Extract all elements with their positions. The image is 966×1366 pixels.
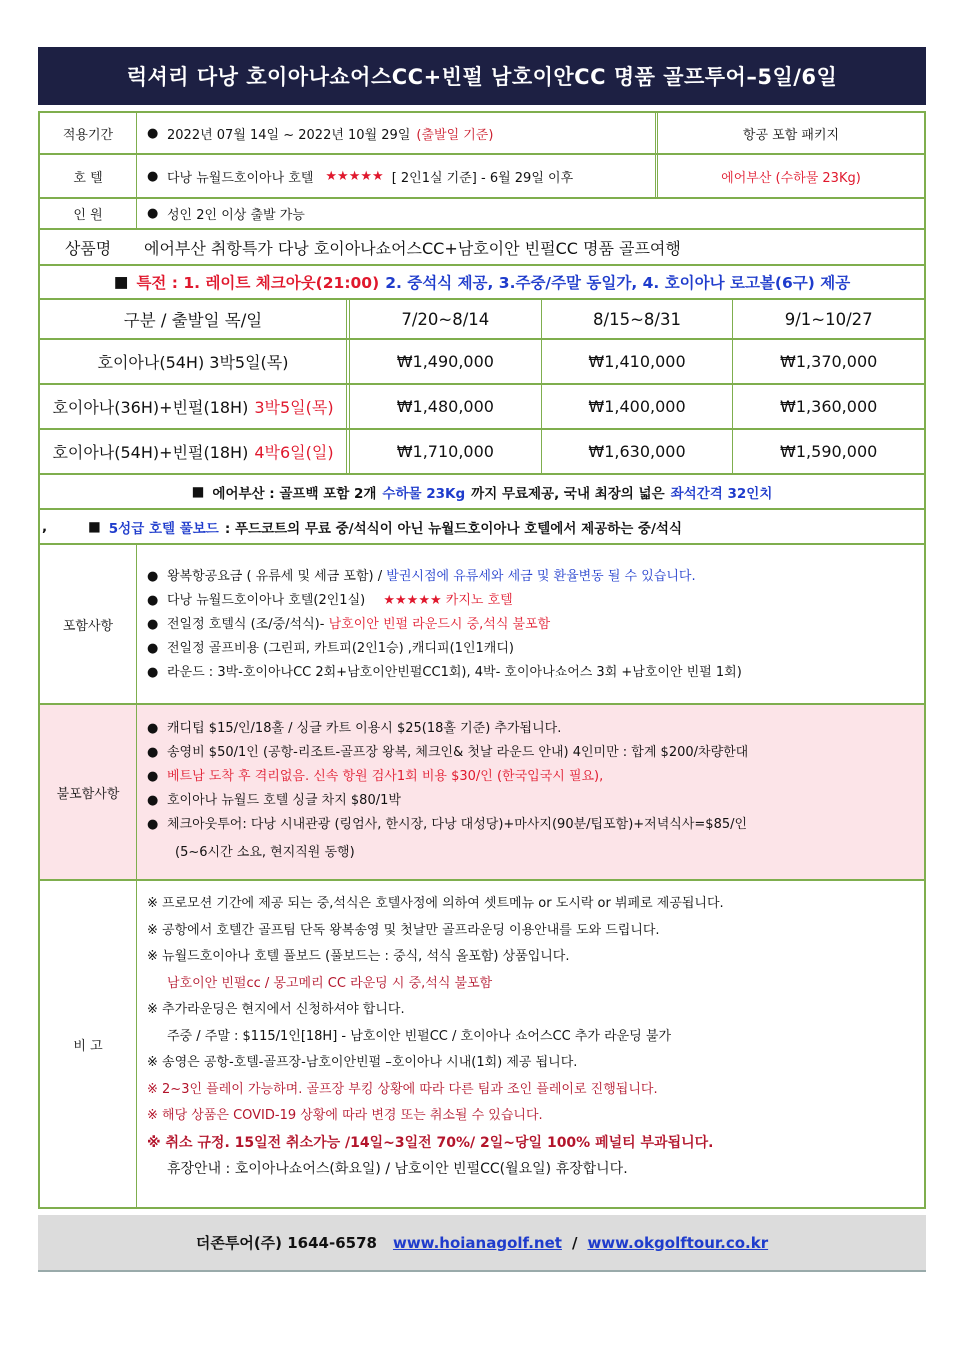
price-row (38, 430, 926, 475)
hotel-label: 호 텔 (40, 155, 137, 197)
board-note-lead: , (42, 518, 48, 535)
period-note: (출발일 기준) (416, 127, 494, 143)
price-row-duration: 3박5일(목) (254, 398, 334, 417)
bullet-icon: ● (147, 745, 159, 760)
remarks-list (137, 881, 724, 1207)
price-cell: ₩1,370,000 (732, 340, 924, 383)
price-cell: ₩1,480,000 (396, 397, 494, 416)
bullet-icon: ● (147, 665, 159, 680)
square-bullet-icon: ■ (88, 518, 101, 535)
price-cell: ₩1,360,000 (732, 385, 924, 428)
price-row-name: 호이아나(54H)+빈펄(18H) (52, 443, 249, 462)
price-cell: ₩1,400,000 (541, 385, 733, 428)
board-note-a: 5성급 호텔 풀보드 (108, 520, 219, 537)
product-row (38, 230, 926, 266)
product-label: 상품명 (64, 238, 112, 258)
hotel-value: 다낭 뉴월드호이아나 호텔 (167, 170, 314, 186)
list-item: ● 다낭 뉴월드호이아나 호텔(2인1실) ★★★★★ 카지노 호텔 (147, 589, 742, 613)
hotel-detail: [ 2인1실 기준] - 6월 29일 이후 (391, 170, 574, 186)
list-item: ● 라운드 : 3박-호이아나CC 2회+남호이안빈펄CC1회), 4박- 호이아나쇼어스 3회 +남호이안 빈펄 1회) (147, 661, 742, 685)
list-item: ● 캐디팁 $15/인/18홀 / 싱글 카트 이용시 $25(18홀 기준) 추가됩니다. (147, 717, 748, 741)
price-header-period: 9/1~10/27 (732, 300, 924, 338)
airline-note-d: 좌석간격 32인치 (670, 485, 773, 502)
square-bullet-icon: ■ (191, 483, 205, 500)
people-row (38, 199, 926, 230)
price-row-duration: 4박6일(일) (254, 443, 334, 462)
bullet-icon: ● (147, 769, 159, 784)
product-value: 에어부산 취항특가 다낭 호이아나쇼어스CC+남호이안 빈펄CC 명품 골프여행 (144, 238, 681, 258)
special-rest: 2. 중석식 제공, 3.주중/주말 동일가, 4. 호이아나 로고볼(6구) 제공 (385, 274, 851, 292)
board-note-b: : 푸드코트의 무료 중/석식이 아닌 뉴월드호이아나 호텔에서 제공하는 중/석식 (224, 520, 682, 537)
remark-line: ※ 취소 규정. 15일전 취소가능 /14일~3일전 70%/ 2일~당일 100% 페널티 부과됩니다. (147, 1134, 714, 1151)
airline-note-row (38, 475, 926, 510)
website-link[interactable]: www.okgolftour.co.kr (587, 1233, 769, 1252)
bullet-icon: ● (147, 593, 159, 608)
remarks-row (38, 881, 926, 1209)
airline-note-b: 수하물 23Kg (382, 485, 466, 502)
list-item-continuation: (5~6시간 소요, 현지직원 동행) (175, 845, 355, 860)
period-row (38, 111, 926, 155)
price-header-period: 7/20~8/14 (401, 309, 490, 329)
bullet-icon: ● (147, 617, 159, 632)
company-contact: 더존투어(주) 1644-6578 (195, 1234, 377, 1252)
excluded-label: 불포함사항 (40, 705, 137, 879)
bullet-icon: ● (147, 206, 159, 221)
list-item: ● 왕복항공요금 ( 유류세 및 세금 포함) / 발권시점에 유류세와 세금 및 환율변동 될 수 있습니다. (147, 565, 742, 589)
excluded-list (137, 705, 748, 879)
bullet-icon: ● (147, 721, 159, 736)
remark-line: ※ 프로모션 기간에 제공 되는 중,석식은 호텔사정에 의하여 셋트메뉴 or 도시락 or 뷔페로 제공됩니다. (147, 896, 724, 911)
price-row (38, 340, 926, 385)
special-label: 특전 : 1. 레이트 체크아웃(21:00) (136, 274, 380, 292)
period-value: 2022년 07월 14일 ~ 2022년 10월 29일 (167, 127, 411, 143)
hotel-row (38, 155, 926, 199)
remark-line: 주중 / 주말 : $115/1인[18H] - 남호이안 빈펄CC / 호이아나 쇼어스CC 추가 라운딩 불가 (167, 1028, 672, 1044)
price-cell: ₩1,630,000 (541, 430, 733, 473)
list-item: ● 베트남 도착 후 격리없음. 신속 항원 검사1회 비용 $30/인 (한국입국시 필요), (147, 765, 748, 789)
bullet-icon: ● (147, 168, 159, 184)
remark-line: ※ 2~3인 플레이 가능하며. 골프장 부킹 상황에 따라 다른 팀과 조인 플레이로 진행됩니다. (147, 1081, 658, 1097)
list-item: ● 호이아나 뉴월드 호텔 싱글 차지 $80/1박 (147, 789, 748, 813)
bullet-icon: ● (147, 569, 159, 584)
price-cell: ₩1,710,000 (396, 442, 494, 461)
price-row-name: 호이아나(54H) 3박5일(목) (97, 353, 289, 372)
package-type: 항공 포함 패키지 (742, 127, 840, 143)
remark-line: 남호이안 빈펄cc / 몽고메리 CC 라운딩 시 중,석식 불포함 (167, 975, 493, 991)
square-bullet-icon: ■ (113, 273, 129, 291)
list-item: ● 체크아웃투어: 다낭 시내관광 (링엄사, 한시장, 다낭 대성당)+마사지(90분/팁포함)+저녁식사=$85/인 (147, 813, 748, 837)
list-item: ● 전일정 호텔식 (조/중/석식)- 남호이안 빈펄 라운드시 중,석식 불포함 (147, 613, 742, 637)
period-label: 적용기간 (40, 113, 137, 153)
excluded-row (38, 705, 926, 881)
people-value: 성인 2인 이상 출발 가능 (167, 208, 305, 223)
star-rating: ★★★★★ (325, 168, 384, 184)
remark-line: ※ 해당 상품은 COVID-19 상황에 따라 변경 또는 취소될 수 있습니다. (147, 1108, 543, 1123)
link-separator: / (571, 1233, 578, 1252)
included-list (137, 545, 742, 703)
included-row (38, 545, 926, 705)
price-cell: ₩1,590,000 (732, 430, 924, 473)
remark-line: ※ 공항에서 호텔간 골프팀 단독 왕복송영 및 첫날만 골프라운딩 이용안내를 도와 드립니다. (147, 922, 660, 938)
price-header-row (38, 300, 926, 340)
website-link[interactable]: www.hoianagolf.net (392, 1233, 562, 1252)
airline-note-a: 에어부산 : 골프백 포함 2개 (212, 485, 377, 502)
special-row (38, 266, 926, 300)
remark-line: ※ 뉴월드호이아나 호텔 풀보드 (풀보드는 : 중식, 석식 올포함) 상품입니다. (147, 949, 570, 964)
bullet-icon: ● (147, 793, 159, 808)
remarks-label: 비 고 (40, 881, 137, 1207)
list-item: ● 전일정 골프비용 (그린피, 카트피(2인1승) ,캐디피(1인1캐디) (147, 637, 742, 661)
price-row (38, 385, 926, 430)
board-note-row (38, 510, 926, 545)
airline-baggage: 에어부산 (수하물 23Kg) (721, 170, 861, 186)
airline-note-c: 까지 무료제공, 국내 최장의 넓은 (471, 485, 665, 502)
bullet-icon: ● (147, 125, 159, 141)
price-row-name: 호이아나(36H)+빈펄(18H) (52, 398, 249, 417)
price-cell: ₩1,410,000 (541, 340, 733, 383)
tour-sheet (38, 47, 926, 1272)
included-label: 포함사항 (40, 545, 137, 703)
price-header-label: 구분 / 출발일 목/일 (40, 300, 350, 338)
remark-line: 휴장안내 : 호이아나쇼어스(화요일) / 남호이안 빈펄CC(월요일) 휴장합니다. (167, 1161, 628, 1177)
page-title: 럭셔리 다낭 호이아나쇼어스CC+빈펄 남호이안CC 명품 골프투어–5일/6일 (38, 47, 926, 105)
footer (38, 1215, 926, 1272)
bullet-icon: ● (147, 641, 159, 656)
bullet-icon: ● (147, 817, 159, 832)
price-cell: ₩1,490,000 (396, 352, 494, 371)
list-item: ● 송영비 $50/1인 (공항-리조트-골프장 왕복, 체크인& 첫날 라운드 안내) 4인미만 : 합계 $200/차량한대 (147, 741, 748, 765)
remark-line: ※ 송영은 공항-호텔-골프장-남호이안빈펄 –호이아나 시내(1회) 제공 됩니다. (147, 1055, 578, 1070)
remark-line: ※ 추가라운딩은 현지에서 신청하셔야 합니다. (147, 1002, 405, 1017)
price-header-period: 8/15~8/31 (541, 300, 733, 338)
people-label: 인 원 (40, 199, 137, 228)
